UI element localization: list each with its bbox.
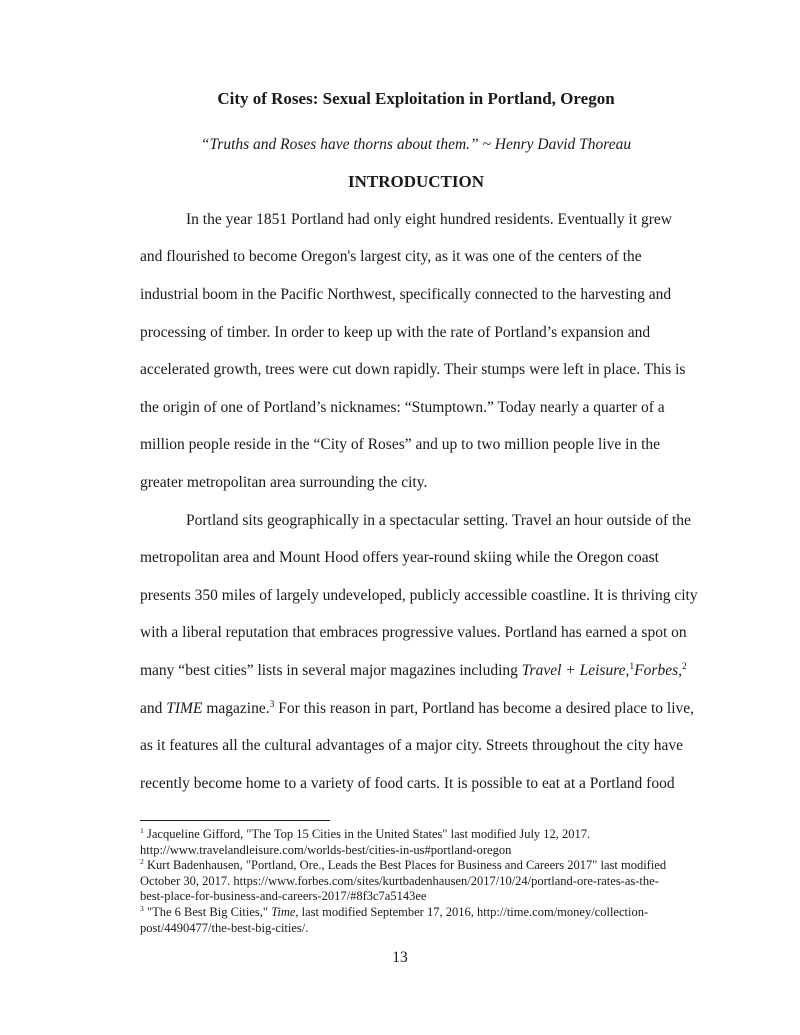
text-line: as it features all the cultural advantages of a major city. Streets throughout the city have — [140, 737, 684, 755]
text-line: $^2$ Kurt Badenhausen, "Portland, Ore., Leads the Best Places for Business and Careers 2017" last modified — [140, 857, 667, 873]
text-line: processing of timber. In order to keep up with the rate of Portland’s expansion and — [140, 323, 651, 341]
footnote-list — [140, 827, 696, 936]
text-line: http://www.travelandleisure.com/worlds-best/cities-in-us#portland-oregon — [140, 842, 512, 857]
text-line: and flourished to become Oregon's largest city, as it was one of the centers of the — [140, 248, 642, 266]
text-line: with a liberal reputation that embraces progressive values. Portland has earned a spot on — [140, 624, 687, 642]
paragraph-introduction-1 — [140, 201, 692, 502]
text-line: million people reside in the “City of Roses” and up to two million people live in the — [140, 436, 661, 454]
footnote-area — [140, 820, 696, 936]
text-line: greater metropolitan area surrounding the city. — [140, 473, 428, 491]
document-body — [140, 80, 698, 802]
text-line: metropolitan area and Mount Hood offers year-round skiing while the Oregon coast — [140, 549, 659, 567]
text-line: recently become home to a variety of food carts. It is possible to eat at a Portland food — [140, 774, 675, 792]
text-line: many “best cities” lists in several major magazines including Travel + Leisure,$^1$Forbes,$^2$ — [140, 660, 687, 679]
paragraph-introduction-2 — [140, 502, 698, 803]
text-line: $^3$ "The 6 Best Big Cities," Time, last modified September 17, 2016, http://time.com/money/collection- — [140, 903, 649, 919]
text-line: and TIME magazine.$^3$ For this reason in part, Portland has become a desired place to live, — [140, 698, 695, 717]
epigraph: “Truths and Roses have thorns about them.” ~ Henry David Thoreau — [200, 135, 632, 153]
text-line: October 30, 2017. https://www.forbes.com/sites/kurtbadenhausen/2017/10/24/portland-ore-rates-as-the- — [140, 873, 659, 888]
text-line: industrial boom in the Pacific Northwest, specifically connected to the harvesting and — [140, 285, 672, 303]
text-line: best-place-for-business-and-careers-2017/#8f3c7a5143ee — [140, 889, 427, 904]
text-line: post/4490477/the-best-big-cities/. — [140, 920, 309, 935]
text-line: the origin of one of Portland’s nicknames: “Stumptown.” Today nearly a quarter of a — [140, 398, 665, 416]
text-line: accelerated growth, trees were cut down rapidly. Their stumps were left in place. This is — [140, 361, 686, 379]
footnote-separator — [140, 820, 330, 821]
text-line: $^1$ Jacqueline Gifford, "The Top 15 Cities in the United States" last modified July 12, 2017. — [140, 825, 591, 841]
text-line: In the year 1851 Portland had only eight hundred residents. Eventually it grew — [186, 210, 672, 228]
text-line: presents 350 miles of largely undeveloped, publicly accessible coastline. It is thriving city — [140, 586, 698, 604]
section-heading: INTRODUCTION — [347, 172, 485, 192]
page-title: City of Roses: Sexual Exploitation in Portland, Oregon — [217, 89, 615, 108]
text-line: Portland sits geographically in a spectacular setting. Travel an hour outside of the — [186, 511, 691, 529]
page-number: 13 — [392, 949, 408, 966]
